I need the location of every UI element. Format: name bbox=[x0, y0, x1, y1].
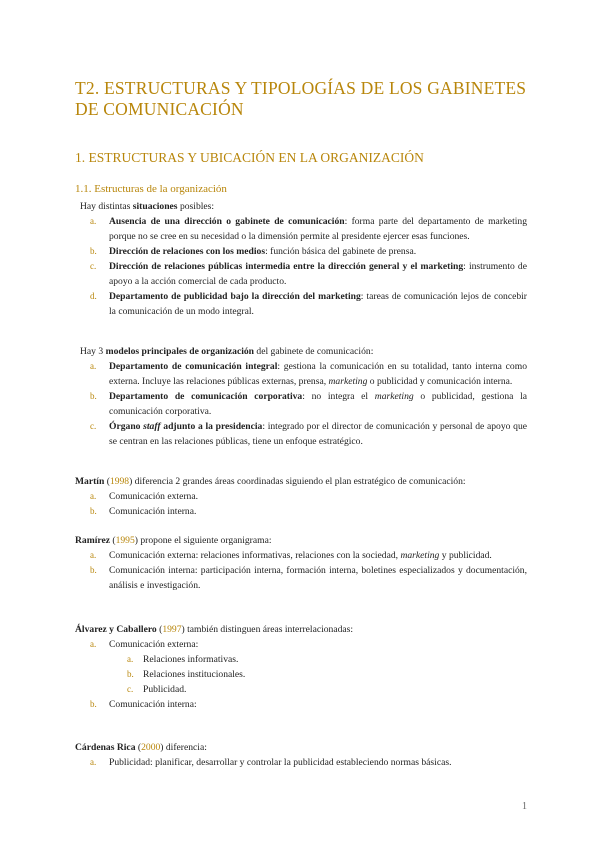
cardenas-list bbox=[75, 755, 527, 770]
ramirez-block bbox=[75, 533, 527, 593]
list-item: b. Comunicación interna: participación interna, formación interna, boletines especializados y documentación, análisis e investigación. bbox=[90, 565, 527, 591]
intro-paragraph: Martín (1998) diferencia 2 grandes áreas coordinadas siguiendo el plan estratégico de comunicación: bbox=[75, 476, 466, 487]
alvarez-list bbox=[75, 637, 527, 712]
list-item: b. Departamento de comunicación corporativa: no integra el marketing o publicidad, gestiona la comunicación corporativa. bbox=[90, 391, 527, 417]
list-item: c. Dirección de relaciones públicas intermedia entre la dirección general y el marketing: instrumento de apoyo a la acción comercial de cada producto. bbox=[90, 261, 527, 287]
modelos-list bbox=[75, 359, 527, 449]
list-item: b. Comunicación interna: bbox=[90, 699, 197, 710]
list-item: a. Comunicación externa: bbox=[90, 639, 199, 650]
list-item: c. Órgano staff adjunto a la presidencia: integrado por el director de comunicación y personal de apoyo que se centran en las relaciones públicas, tiene un enfoque estratégico. bbox=[90, 421, 527, 447]
intro-paragraph: Hay distintas situaciones posibles: bbox=[80, 201, 215, 212]
list-item: a. Departamento de comunicación integral: gestiona la comunicación en su totalidad, tanto interna como externa. Incluye las relaciones públicas externas, prensa, marketing o publicidad y comunicación interna. bbox=[90, 361, 527, 387]
list-item: a. Ausencia de una dirección o gabinete de comunicación: forma parte del departamento de marketing porque no se cree en su necesidad o la dimensión permite al presidente ejercer esas funciones. bbox=[90, 216, 527, 242]
list-item: b. Relaciones institucionales. bbox=[127, 669, 246, 680]
ramirez-list bbox=[75, 548, 527, 593]
situaciones-list bbox=[75, 214, 527, 319]
modelos-block bbox=[75, 344, 527, 449]
intro-paragraph: Cárdenas Rica (2000) diferencia: bbox=[75, 742, 207, 753]
martin-block bbox=[75, 474, 527, 519]
list-item: b. Comunicación interna. bbox=[90, 506, 197, 517]
alvarez-block bbox=[75, 622, 527, 712]
list-item: c. Publicidad. bbox=[127, 684, 187, 695]
list-item: a. Relaciones informativas. bbox=[127, 654, 239, 665]
list-item: a. Comunicación externa. bbox=[90, 491, 198, 502]
subsection-heading: 1.1. Estructuras de la organización bbox=[75, 183, 227, 195]
intro-paragraph: Álvarez y Caballero (1997) también distinguen áreas interrelacionadas: bbox=[75, 624, 354, 635]
list-item: b. Dirección de relaciones con los medios: función básica del gabinete de prensa. bbox=[90, 246, 417, 257]
list-item: a. Comunicación externa: relaciones informativas, relaciones con la sociedad, marketing y publicidad. bbox=[90, 550, 492, 561]
section-heading: 1. ESTRUCTURAS Y UBICACIÓN EN LA ORGANIZACIÓN bbox=[75, 150, 424, 165]
intro-paragraph: Hay 3 modelos principales de organización del gabinete de comunicación: bbox=[80, 346, 374, 357]
cardenas-block bbox=[75, 740, 527, 770]
list-item: a. Publicidad: planificar, desarrollar y controlar la publicidad estableciendo normas básicas. bbox=[90, 757, 452, 768]
document-title: T2. ESTRUCTURAS Y TIPOLOGÍAS DE LOS GABINETES DE COMUNICACIÓN bbox=[75, 78, 527, 119]
page-number: 1 bbox=[522, 801, 527, 812]
situaciones-block bbox=[75, 199, 527, 319]
martin-list bbox=[75, 489, 527, 519]
list-item: d. Departamento de publicidad bajo la dirección del marketing: tareas de comunicación lejos de concebir la comunicación de un modo integral. bbox=[90, 291, 527, 317]
intro-paragraph: Ramírez (1995) propone el siguiente organigrama: bbox=[75, 535, 272, 546]
